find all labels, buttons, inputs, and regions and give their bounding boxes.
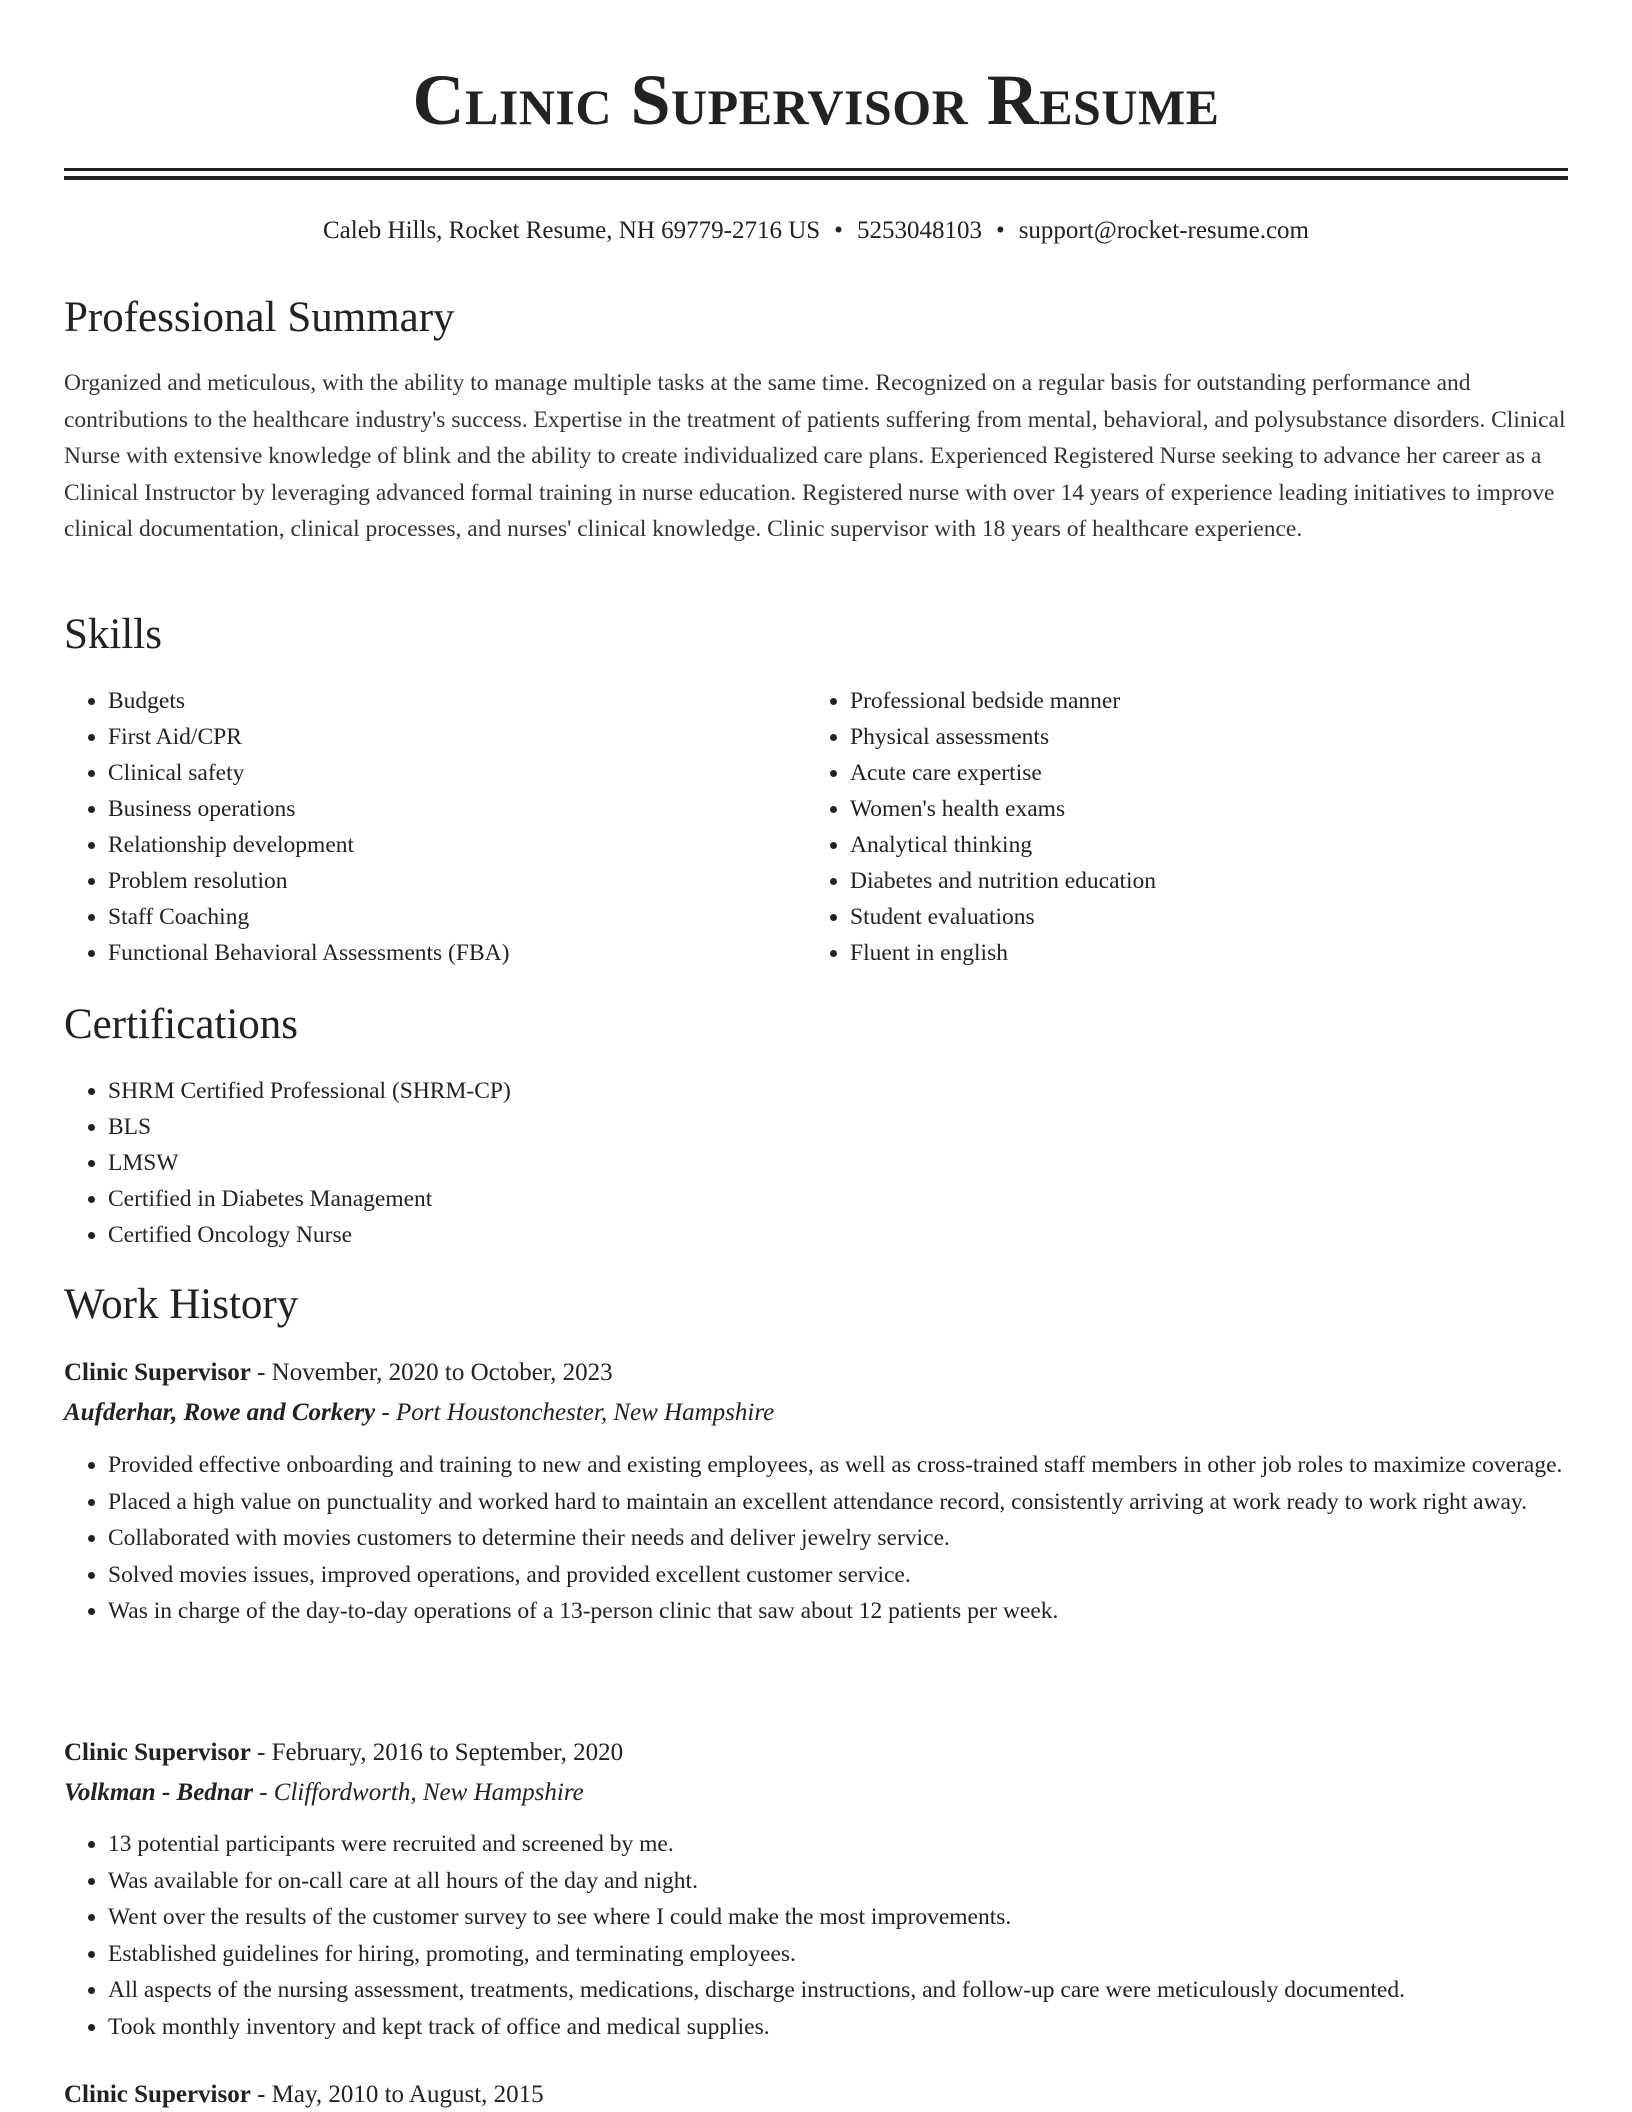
job-title: Clinic Supervisor bbox=[64, 1739, 251, 1766]
certification-item: • Certified in Diabetes Management bbox=[108, 1181, 1608, 1217]
resume-title: Clinic Supervisor Resume bbox=[412, 60, 1220, 140]
skill-item: • Problem resolution bbox=[108, 863, 788, 899]
title-divider-thin bbox=[64, 176, 1568, 180]
certifications-heading: Certifications bbox=[64, 1001, 299, 1048]
job-company: Volkman - Bednar bbox=[64, 1779, 253, 1806]
job-dates: - November, 2020 to October, 2023 bbox=[250, 1359, 613, 1386]
job-bullet: • Solved movies issues, improved operations, and provided excellent customer service. bbox=[108, 1557, 1612, 1594]
skill-item: • Staff Coaching bbox=[108, 899, 788, 935]
certification-item: • SHRM Certified Professional (SHRM-CP) bbox=[108, 1073, 1608, 1109]
contact-email: support@rocket-resume.com bbox=[1018, 217, 1309, 244]
skill-item: • Budgets bbox=[108, 683, 788, 719]
title-divider-thick bbox=[64, 168, 1568, 171]
skill-item: • Diabetes and nutrition education bbox=[850, 863, 1610, 899]
job-title-line bbox=[64, 2077, 544, 2112]
job-bullets bbox=[64, 1447, 1612, 1630]
summary-text: Organized and meticulous, with the ability to manage multiple tasks at the same time. Recognized on a regular basis for outstanding performance and contributions to the healthcare industry's success. Expertise in the treatment of patients suffering from mental, behavioral, and polysubstance disorders. Clinical Nurse with extensive knowledge of blink and the ability to create individualized care plans. Experienced Registered Nurse seeking to advance her career as a Clinical Instructor by leveraging advanced formal training in nurse education. Registered nurse with over 14 years of experience leading initiatives to improve clinical documentation, clinical processes, and nurses' clinical knowledge. Clinic supervisor with 18 years of healthcare experience. bbox=[64, 370, 1566, 542]
skill-item: • Student evaluations bbox=[850, 899, 1610, 935]
certification-item: • BLS bbox=[108, 1109, 1608, 1145]
summary-heading: Professional Summary bbox=[64, 294, 455, 341]
job-bullets bbox=[64, 1826, 1612, 2045]
job-title-line bbox=[64, 1735, 623, 1771]
job-location: - Cliffordworth, New Hampshire bbox=[252, 1779, 584, 1806]
job-bullet: • All aspects of the nursing assessment, treatments, medications, discharge instructions, and follow-up care were meticulously documented. bbox=[108, 1972, 1612, 2009]
job-bullet: • Established guidelines for hiring, promoting, and terminating employees. bbox=[108, 1936, 1612, 1973]
certifications-list bbox=[64, 1073, 1608, 1253]
job-bullet: • Collaborated with movies customers to determine their needs and deliver jewelry service. bbox=[108, 1520, 1612, 1557]
skills-list-right bbox=[806, 683, 1610, 971]
job-company-line bbox=[64, 1395, 774, 1431]
skill-item: • Relationship development bbox=[108, 827, 788, 863]
job-title-line bbox=[64, 1355, 613, 1391]
contact-address: Caleb Hills, Rocket Resume, NH 69779-2716 US bbox=[322, 217, 821, 244]
contact-separator: • bbox=[995, 217, 1005, 244]
skill-item: • Acute care expertise bbox=[850, 755, 1610, 791]
job-dates: - May, 2010 to August, 2015 bbox=[250, 2081, 544, 2108]
job-bullet: • Was in charge of the day-to-day operations of a 13-person clinic that saw about 12 patients per week. bbox=[108, 1593, 1612, 1630]
skill-item: • Functional Behavioral Assessments (FBA) bbox=[108, 935, 788, 971]
skill-item: • Physical assessments bbox=[850, 719, 1610, 755]
job-bullet: • Was available for on-call care at all hours of the day and night. bbox=[108, 1863, 1612, 1900]
job-bullet: • Went over the results of the customer survey to see where I could make the most improvements. bbox=[108, 1899, 1612, 1936]
skill-item: • Clinical safety bbox=[108, 755, 788, 791]
skill-item: • Fluent in english bbox=[850, 935, 1610, 971]
job-company: Aufderhar, Rowe and Corkery bbox=[64, 1399, 376, 1426]
work-history-heading: Work History bbox=[64, 1281, 299, 1328]
job-bullet: • Provided effective onboarding and training to new and existing employees, as well as cross-trained staff members in other job roles to maximize coverage. bbox=[108, 1447, 1612, 1484]
contact-separator: • bbox=[834, 217, 843, 244]
job-company-line bbox=[64, 1775, 584, 1811]
skill-item: • Analytical thinking bbox=[850, 827, 1610, 863]
skills-heading: Skills bbox=[64, 611, 162, 658]
skill-item: • Business operations bbox=[108, 791, 788, 827]
job-title: Clinic Supervisor bbox=[64, 1359, 251, 1386]
job-title: Clinic Supervisor bbox=[64, 2081, 251, 2108]
skill-item: • Women's health exams bbox=[850, 791, 1610, 827]
certification-item: • Certified Oncology Nurse bbox=[108, 1217, 1608, 1253]
certification-item: • LMSW bbox=[108, 1145, 1608, 1181]
skill-item: • Professional bedside manner bbox=[850, 683, 1610, 719]
job-bullet: • Took monthly inventory and kept track of office and medical supplies. bbox=[108, 2009, 1612, 2046]
job-bullet: • 13 potential participants were recruited and screened by me. bbox=[108, 1826, 1612, 1863]
skills-list-left bbox=[64, 683, 788, 971]
job-location: - Port Houstonchester, New Hampshire bbox=[375, 1399, 775, 1426]
skill-item: • First Aid/CPR bbox=[108, 719, 788, 755]
contact-phone: 5253048103 bbox=[856, 217, 982, 244]
contact-line bbox=[0, 213, 1632, 249]
job-dates: - February, 2016 to September, 2020 bbox=[250, 1739, 624, 1766]
job-bullet: • Placed a high value on punctuality and worked hard to maintain an excellent attendance record, consistently arriving at work ready to work right away. bbox=[108, 1484, 1612, 1521]
